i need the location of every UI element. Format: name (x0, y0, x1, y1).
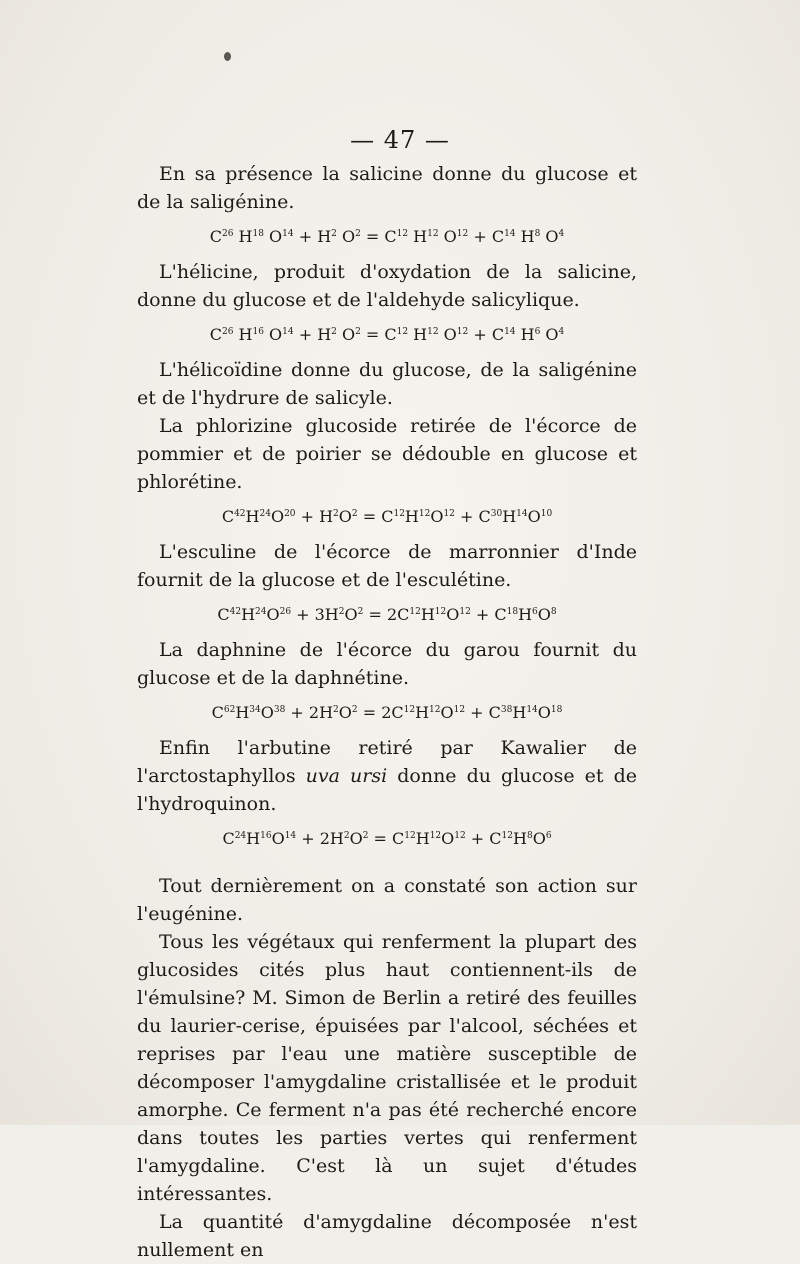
paragraph: La phlorizine glucoside retirée de l'écorce de pommier et de poirier se dédouble en glucose et phlorétine. (137, 415, 637, 493)
paragraph: Enfin l'arbutine retiré par Kawalier de l'arctostaphyllos uva ursi donne du glucose et de l'hydroquinon. (137, 737, 637, 815)
ink-speck (224, 52, 231, 61)
paragraph: En sa présence la salicine donne du glucose et de la saligénine. (137, 163, 637, 213)
paragraph-gap (137, 860, 637, 872)
paragraph: L'hélicine, produit d'oxydation de la salicine, donne du glucose et de l'aldehyde salicylique. (137, 261, 637, 311)
paragraph: L'hélicoïdine donne du glucose, de la saligénine et de l'hydrure de salicyle. (137, 359, 637, 409)
chemical-formula: $C^{42}H^{24}O^{26} + 3H^2O^2 = 2C^{12}H^{12}O^{12} + C^{18}H^6O^8$ (217, 605, 557, 624)
paragraph: L'esculine de l'écorce de marronnier d'Inde fournit de la glucose et de l'esculétine. (137, 541, 637, 591)
chemical-formula: $C^{26}$ $H^{16}$ $O^{14} + H^2$ $O^2 = C^{12}$ $H^{12}$ $O^{12} + C^{14}$ $H^6$ $O^4$ (209, 325, 565, 344)
chemical-formula: $C^{42}H^{24}O^{20} + H^2O^2 = C^{12}H^{12}O^{12} + C^{30}H^{14}O^{10}$ (221, 507, 553, 526)
paragraph: La daphnine de l'écorce du garou fournit du glucose et de la daphnétine. (137, 639, 637, 689)
chemical-formula: $C^{24}H^{16}O^{14} + 2H^2O^2 = C^{12}H^{12}O^{12} + C^{12}H^8O^6$ (222, 829, 552, 848)
italic-term: uva ursi (305, 765, 388, 787)
body-text (137, 160, 637, 1264)
page-number: — 47 — (350, 126, 450, 154)
paragraph: La quantité d'amygdaline décomposée n'est nullement en (137, 1211, 637, 1261)
paragraph: Tous les végétaux qui renferment la plupart des glucosides cités plus haut contiennent-ils de l'émulsine? M. Simon de Berlin a retiré des feuilles du laurier-cerise, épuisées par l'alcool, séchées et reprises par l'eau une matière susceptible de décomposer l'amygdaline cristallisée et le produit amorphe. Ce ferment n'a pas été recherché encore dans toutes les parties vertes qui renferment l'amygdaline. C'est là un sujet d'études intéressantes. (137, 931, 637, 1205)
chemical-formula: $C^{26}$ $H^{18}$ $O^{14} + H^2$ $O^2 = C^{12}$ $H^{12}$ $O^{12} + C^{14}$ $H^8$ $O^4$ (209, 227, 565, 246)
paragraph: Tout dernièrement on a constaté son action sur l'eugénine. (137, 875, 637, 925)
chemical-formula: $C^{62}H^{34}O^{38} + 2H^2O^2 = 2C^{12}H^{12}O^{12} + C^{38}H^{14}O^{18}$ (211, 703, 563, 722)
